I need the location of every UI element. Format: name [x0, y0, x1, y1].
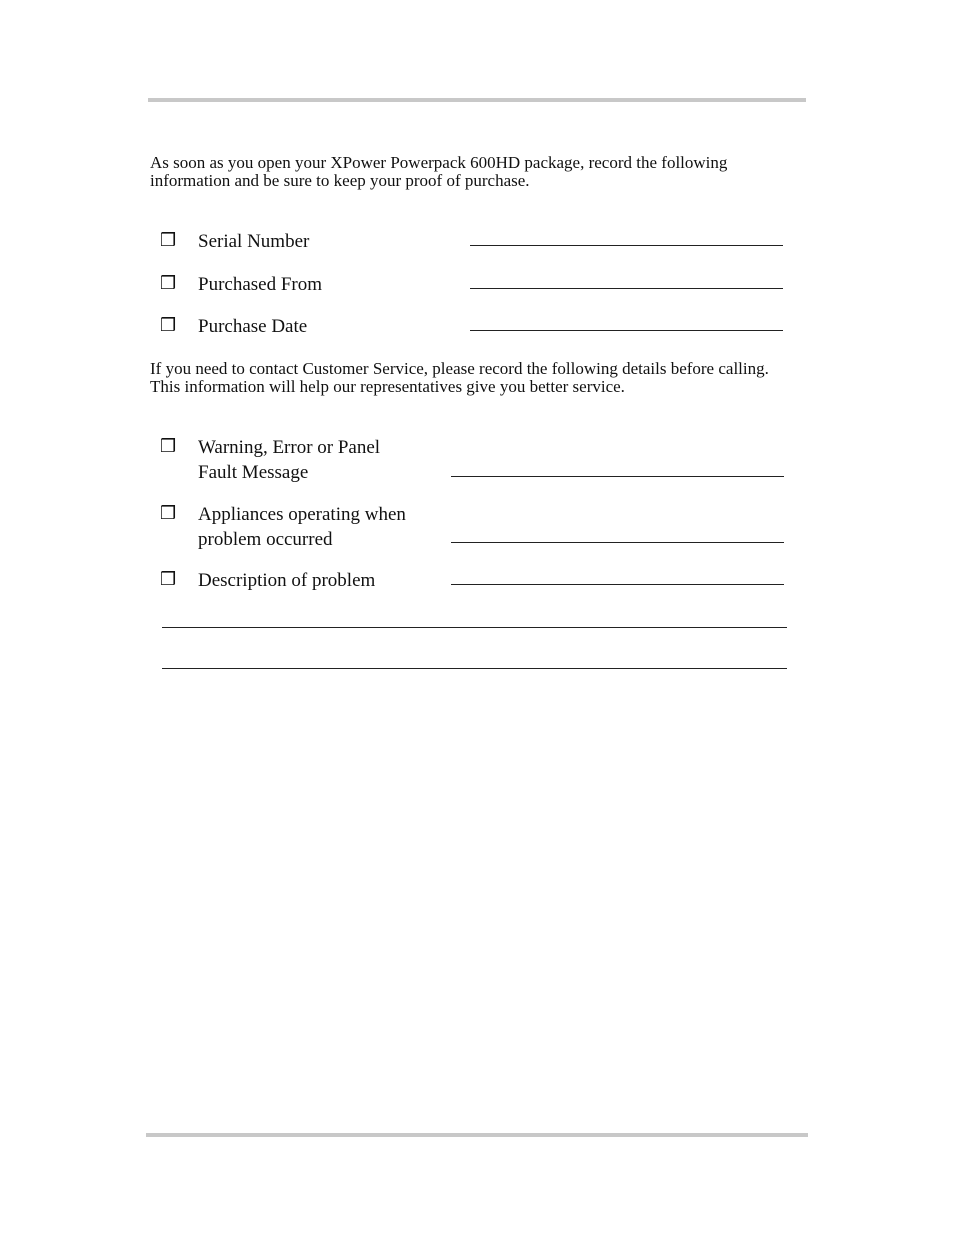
checkbox-icon[interactable]: ❒ — [160, 503, 177, 524]
bottom-footer-rule — [146, 1133, 808, 1137]
field-label-line-2: problem occurred — [198, 529, 333, 550]
description-continuation-line-2[interactable] — [162, 668, 787, 669]
checkbox-icon[interactable]: ❒ — [160, 436, 177, 457]
field-label-line-2: Fault Message — [198, 462, 309, 483]
field-label: Purchase Date — [198, 316, 308, 337]
field-label: Warning, Error or Panel — [198, 437, 381, 458]
description-continuation-line-1[interactable] — [162, 627, 787, 628]
field-label: Appliances operating when — [198, 504, 406, 525]
checkbox-icon[interactable]: ❒ — [160, 273, 177, 294]
purchase-date-blank-line[interactable] — [470, 330, 783, 331]
field-label: Purchased From — [198, 274, 323, 295]
field-label: Serial Number — [198, 231, 310, 252]
field-label: Description of problem — [198, 570, 376, 591]
checkbox-icon[interactable]: ❒ — [160, 315, 177, 336]
checkbox-icon[interactable]: ❒ — [160, 230, 177, 251]
top-header-rule — [148, 98, 806, 102]
serial-number-blank-line[interactable] — [470, 245, 783, 246]
appliances-operating-blank-line[interactable] — [451, 542, 784, 543]
checkbox-icon[interactable]: ❒ — [160, 569, 177, 590]
description-blank-line[interactable] — [451, 584, 784, 585]
purchased-from-blank-line[interactable] — [470, 288, 783, 289]
warning-message-blank-line[interactable] — [451, 476, 784, 477]
service-paragraph: If you need to contact Customer Service, please record the following details before calling. This information will help our representatives give you better service. — [150, 359, 769, 396]
intro-paragraph: As soon as you open your XPower Powerpack 600HD package, record the following information and be sure to keep your proof of purchase. — [150, 153, 728, 190]
